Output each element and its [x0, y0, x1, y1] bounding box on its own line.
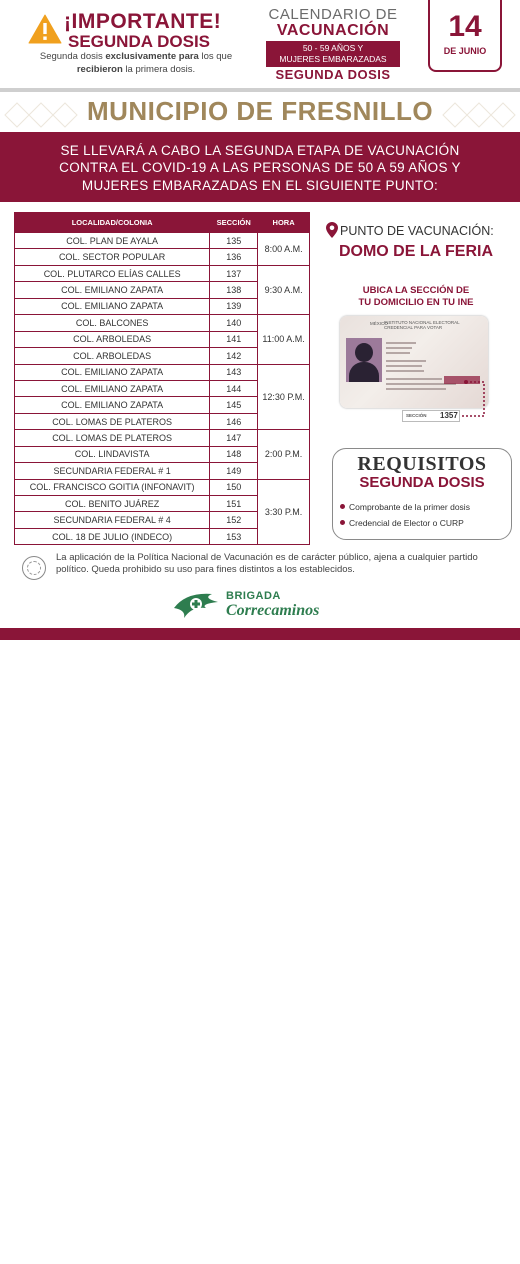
brigada-text: BRIGADA	[226, 590, 281, 602]
calendar-age-box	[266, 41, 400, 67]
cell-localidad: COL. LOMAS DE PLATEROS	[15, 430, 210, 446]
cell-seccion: 151	[210, 496, 258, 512]
cell-seccion: 148	[210, 446, 258, 462]
cell-hora: 9:30 A.M.	[258, 265, 310, 314]
cell-seccion: 146	[210, 413, 258, 429]
ine-institute: INSTITUTO NACIONAL ELECTORAL	[384, 320, 460, 325]
cell-localidad: COL. PLAN DE AYALA	[15, 233, 210, 249]
header-localidad: LOCALIDAD/COLONIA	[15, 213, 210, 233]
ine-person-body	[349, 362, 379, 382]
important-subtitle: SEGUNDA DOSIS	[68, 32, 211, 51]
cell-localidad: COL. ARBOLEDAS	[15, 348, 210, 364]
header	[0, 0, 520, 88]
bullet-icon	[340, 504, 345, 509]
requisito-item-label: Credencial de Elector o CURP	[349, 518, 464, 528]
cell-localidad: COL. BENITO JUÁREZ	[15, 496, 210, 512]
header-divider	[0, 88, 520, 92]
requisito-item-label: Comprobante de la primer dosis	[349, 502, 470, 512]
cell-seccion: 147	[210, 430, 258, 446]
cell-hora: 3:30 P.M.	[258, 479, 310, 545]
requisitos-title: REQUISITOS	[357, 453, 487, 475]
ubica-line2: TU DOMICILIO EN TU INE	[358, 297, 474, 309]
banner-line3: MUJERES EMBARAZADAS EN EL SIGUIENTE PUNTO:	[81, 177, 439, 193]
ine-text-line	[386, 360, 426, 362]
important-desc-bold1: exclusivamente para	[105, 51, 199, 62]
cell-localidad: COL. LOMAS DE PLATEROS	[15, 413, 210, 429]
cell-localidad: COL. EMILIANO ZAPATA	[15, 364, 210, 380]
cell-localidad: COL. EMILIANO ZAPATA	[15, 282, 210, 298]
cell-localidad: COL. SECTOR POPULAR	[15, 249, 210, 265]
requisito-item	[340, 502, 470, 512]
banner-line2: CONTRA EL COVID-19 A LAS PERSONAS DE 50 A 59 AÑOS Y	[59, 160, 461, 176]
cell-seccion: 149	[210, 463, 258, 479]
cell-localidad: COL. 18 DE JULIO (INDECO)	[15, 528, 210, 544]
important-title: ¡IMPORTANTE!	[64, 10, 222, 33]
important-desc-part2: los que	[198, 51, 233, 62]
table-row	[15, 315, 310, 331]
cell-seccion: 153	[210, 528, 258, 544]
calendar-dose: SEGUNDA DOSIS	[275, 67, 391, 82]
ine-person-head	[355, 343, 373, 362]
schedule-table-body	[15, 233, 310, 545]
calendar-title: CALENDARIO DE	[268, 6, 398, 23]
calendar-box-line2: MUJERES EMBARAZADAS	[279, 53, 387, 64]
header-hora: HORA	[258, 213, 310, 233]
brigada-logo-icon	[172, 588, 220, 622]
cell-seccion: 150	[210, 479, 258, 495]
ubica-line1: UBICA LA SECCIÓN DE	[362, 285, 470, 296]
important-desc-part3: la primera dosis.	[122, 63, 196, 75]
cell-seccion: 143	[210, 364, 258, 380]
dotted-arrow-icon	[458, 380, 488, 420]
seccion-label: SECCIÓN	[406, 413, 427, 418]
ine-text-line	[386, 352, 410, 354]
cell-localidad: COL. PLUTARCO ELÍAS CALLES	[15, 265, 210, 281]
calendar-box-line1: 50 - 59 AÑOS Y	[302, 43, 364, 53]
table-row	[15, 479, 310, 495]
cell-localidad: SECUNDARIA FEDERAL # 1	[15, 463, 210, 479]
cell-hora: 2:00 P.M.	[258, 430, 310, 479]
cell-seccion: 145	[210, 397, 258, 413]
important-desc-bold2: recibieron	[76, 63, 123, 75]
cell-localidad: COL. BALCONES	[15, 315, 210, 331]
punto-label: PUNTO DE VACUNACIÓN:	[340, 224, 494, 238]
cell-localidad: COL. ARBOLEDAS	[15, 331, 210, 347]
announcement-banner	[0, 132, 520, 202]
cell-localidad: COL. EMILIANO ZAPATA	[15, 380, 210, 396]
ine-credential: CREDENCIAL PARA VOTAR	[384, 325, 443, 331]
cell-seccion: 152	[210, 512, 258, 528]
punto-name: DOMO DE LA FERIA	[338, 243, 494, 260]
cell-seccion: 139	[210, 298, 258, 314]
important-description	[22, 51, 250, 77]
ubica-text	[318, 285, 514, 310]
table-row	[15, 265, 310, 281]
date-box	[428, 0, 502, 72]
banner-text	[20, 142, 500, 194]
date-month: DE JUNIO	[443, 46, 487, 56]
bottom-bar	[0, 628, 520, 1264]
cell-seccion: 138	[210, 282, 258, 298]
table-header-row	[15, 213, 310, 233]
date-day: 14	[448, 10, 482, 43]
cell-localidad: COL. FRANCISCO GOITIA (INFONAVIT)	[15, 479, 210, 495]
table-row	[15, 430, 310, 446]
cell-seccion: 135	[210, 233, 258, 249]
ine-country: MÉXICO	[370, 321, 388, 326]
government-seal-inner	[27, 561, 41, 575]
seccion-value: 1357	[440, 411, 458, 420]
cell-seccion: 136	[210, 249, 258, 265]
social-icons: ■ ● ■ ■ ●	[248, 1258, 282, 1264]
calendar-vacunacion: VACUNACIÓN	[276, 22, 390, 39]
ine-text-line	[386, 365, 422, 367]
footer-disclaimer: La aplicación de la Política Nacional de Vacunación es de carácter público, ajena a cualquier partido político. Queda prohibido su uso para fines distintos a los establecidos.	[56, 552, 478, 576]
requisitos-subtitle: SEGUNDA DOSIS	[359, 474, 485, 491]
cell-localidad: COL. EMILIANO ZAPATA	[15, 298, 210, 314]
cell-hora: 11:00 A.M.	[258, 315, 310, 364]
cell-seccion: 142	[210, 348, 258, 364]
header-seccion: SECCIÓN	[210, 213, 258, 233]
cell-seccion: 141	[210, 331, 258, 347]
banner-line1: SE LLEVARÁ A CABO LA SEGUNDA ETAPA DE VACUNACIÓN	[60, 143, 460, 158]
ine-text-line	[386, 378, 442, 380]
ine-text-line	[386, 388, 446, 390]
municipio-title: MUNICIPIO DE FRESNILLO	[86, 96, 434, 126]
ine-text-line	[386, 342, 416, 344]
ine-text-line	[386, 370, 424, 372]
requisito-item	[340, 518, 464, 528]
cell-seccion: 137	[210, 265, 258, 281]
cell-localidad: COL. EMILIANO ZAPATA	[15, 397, 210, 413]
ine-text-line	[386, 347, 412, 349]
cell-hora: 12:30 P.M.	[258, 364, 310, 430]
warning-icon	[28, 14, 62, 44]
ine-header	[384, 320, 460, 331]
cell-seccion: 144	[210, 380, 258, 396]
cell-hora: 8:00 A.M.	[258, 233, 310, 266]
table-row	[15, 364, 310, 380]
cell-localidad: COL. LINDAVISTA	[15, 446, 210, 462]
schedule-table	[14, 212, 310, 545]
location-pin-icon	[326, 222, 338, 238]
cell-localidad: SECUNDARIA FEDERAL # 4	[15, 512, 210, 528]
table-row	[15, 233, 310, 249]
important-desc-part1: Segunda dosis	[39, 51, 106, 62]
correcaminos-text: Correcaminos	[226, 602, 320, 619]
cell-seccion: 140	[210, 315, 258, 331]
bullet-icon	[340, 520, 345, 525]
